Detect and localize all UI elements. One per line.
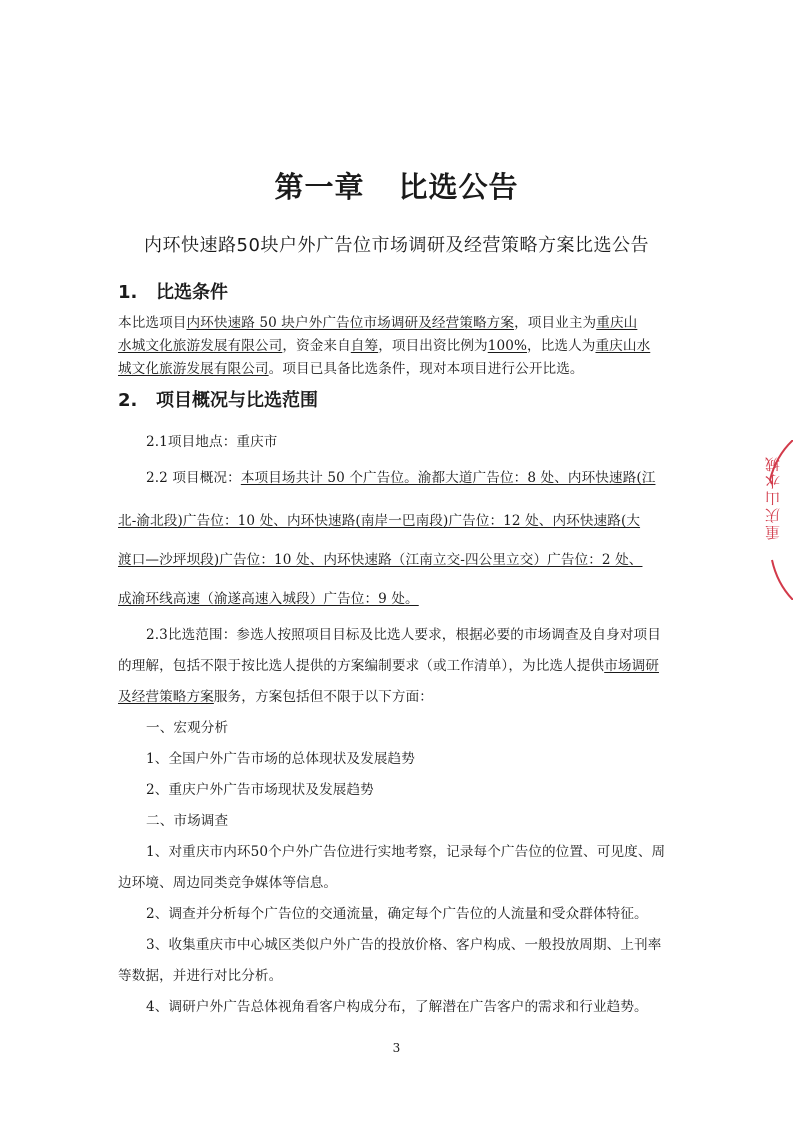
page-number: 3: [392, 1041, 401, 1055]
paragraph-2-3-line-2: [118, 654, 678, 674]
section-1-title: 比选条件: [156, 282, 228, 303]
document-subtitle: 内环快速路50块户外广告位市场调研及经营策略方案比选公告: [144, 235, 649, 256]
section-2-number: 2.: [118, 390, 138, 411]
item-market-survey: 二、市场调查: [146, 813, 229, 829]
text: 服务，方案包括但不限于以下方面：: [213, 689, 433, 705]
section-2-title: 项目概况与比选范围: [156, 390, 318, 411]
text: ，比选人为: [527, 338, 596, 354]
chapter-title: [0, 165, 793, 206]
text: 成渝环线高速（渝遂高速入城段）广告位：9 处。: [118, 591, 419, 607]
item-1-2: 2、重庆户外广告市场现状及发展趋势: [146, 782, 374, 798]
text: ，资金来自: [282, 338, 351, 354]
item-2-3-line-2: 等数据，并进行对比分析。: [118, 968, 283, 984]
funding-ratio: 100%: [487, 338, 528, 354]
owner-name: 水城文化旅游发展有限公司: [118, 338, 283, 354]
text: ，项目出资比例为: [378, 338, 488, 354]
item-2-1-line-2: 边环境、周边同类竞争媒体等信息。: [118, 875, 338, 891]
section-1-line-2: [118, 334, 678, 354]
item-2-3-line-1: 3、收集重庆市中心城区类似户外广告的投放价格、客户构成、一般投放周期、上刊率: [146, 937, 662, 953]
text: 2.2 项目概况：: [146, 470, 241, 486]
paragraph-2-3-line-3: [118, 685, 678, 705]
section-1-line-1: [118, 311, 678, 331]
selector-name: 重庆山水: [595, 338, 651, 354]
text: 本项目场共计 50 个广告位。渝都大道广告位：8 处、内环快速路(江: [240, 470, 656, 486]
item-macro-analysis: 一、宏观分析: [146, 720, 229, 736]
section-2-heading: [118, 386, 318, 412]
text: 本比选项目: [118, 315, 187, 331]
seal-text: 重庆山水城: [764, 455, 782, 540]
service-name: 市场调研: [604, 658, 659, 674]
paragraph-2-2-line-3: [118, 548, 678, 568]
paragraph-2-1: 2.1项目地点：重庆市: [146, 434, 278, 450]
section-1-number: 1.: [118, 282, 138, 303]
text: 的理解，包括不限于按比选人提供的方案编制要求（或工作清单），为比选人提供: [118, 658, 605, 674]
item-2-4: 4、调研户外广告总体视角看客户构成分布，了解潜在广告客户的需求和行业趋势。: [146, 999, 648, 1015]
paragraph-2-2-line-1: [146, 466, 678, 486]
selector-name: 城文化旅游发展有限公司: [118, 361, 269, 377]
item-2-1-line-1: 1、对重庆市内环50个户外广告位进行实地考察，记录每个广告位的位置、可见度、周: [146, 844, 666, 860]
item-1-1: 1、全国户外广告市场的总体现状及发展趋势: [146, 751, 415, 767]
section-1-line-3: [118, 357, 678, 377]
owner-name: 重庆山: [596, 315, 638, 331]
service-name: 及经营策略方案: [118, 689, 214, 705]
text: 北-渝北段)广告位：10 处、内环快速路(南岸一巴南段)广告位：12 处、内环快速路(大: [118, 513, 641, 529]
funding-source: 自筹: [350, 338, 379, 354]
chapter-number: 第一章: [274, 170, 365, 204]
paragraph-2-2-line-2: [118, 509, 678, 529]
paragraph-2-3-line-1: 2.3比选范围：参选人按照项目目标及比选人要求，根据必要的市场调查及自身对项目: [146, 627, 661, 643]
section-1-heading: [118, 278, 228, 304]
text: 。项目已具备比选条件，现对本项目进行公开比选。: [268, 361, 584, 377]
paragraph-2-2-line-4: [118, 587, 678, 607]
item-2-2: 2、调查并分析每个广告位的交通流量，确定每个广告位的人流量和受众群体特征。: [146, 906, 648, 922]
text: 渡口—沙坪坝段)广告位：10 处、内环快速路（江南立交-四公里立交）广告位：2 处、: [118, 552, 643, 568]
chapter-name: 比选公告: [398, 170, 519, 204]
text: ，项目业主为: [514, 315, 597, 331]
project-name: 内环快速路 50 块户外广告位市场调研及经营策略方案: [186, 315, 515, 331]
